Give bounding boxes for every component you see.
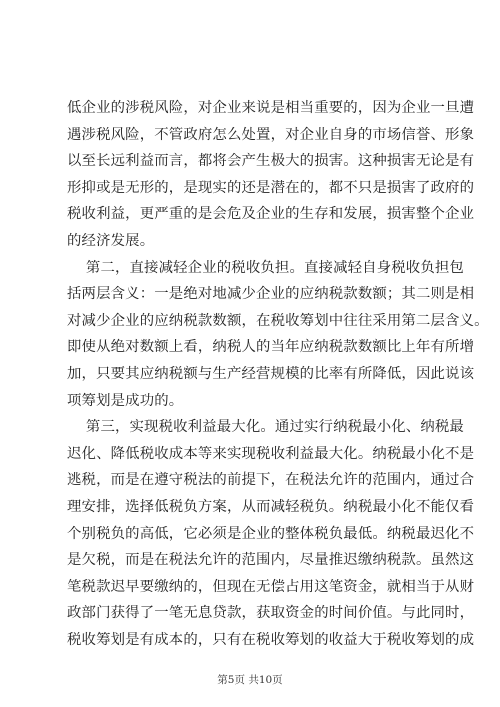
text-line: 是欠税，而是在税法允许的范围内，尽量推迟缴纳税款。虽然这 [67, 552, 475, 569]
text-line: 即使从绝对数额上看，纳税人的当年应纳税款数额比上年有所增 [67, 339, 475, 356]
text-line: 税收利益，更严重的是会危及企业的生存和发展，损害整个企业 [67, 206, 475, 223]
page-number-label: 第5页 共10页 [217, 674, 283, 686]
text-line: 第三，实现税收利益最大化。通过实行纳税最小化、纳税最 [67, 419, 464, 436]
text-line: 加，只要其应纳税额与生产经营规模的比率有所降低，因此说该 [67, 365, 475, 382]
text-line: 理安排，选择低税负方案，从而减轻税负。纳税最小化不能仅看 [67, 498, 475, 515]
text-line: 逃税，而是在遵守税法的前提下，在税法允许的范围内，通过合 [67, 472, 475, 489]
text-line: 的经济发展。 [67, 232, 155, 249]
text-line: 形抑或是无形的，是现实的还是潜在的，都不只是损害了政府的 [67, 179, 475, 196]
text-line: 税收筹划是有成本的，只有在税收筹划的收益大于税收筹划的成 [67, 631, 475, 648]
text-line: 以至长远利益而言，都将会产生极大的损害。这种损害无论是有 [67, 153, 475, 170]
text-line: 笔税款迟早要缴纳的，但现在无偿占用这笔资金，就相当于从财 [67, 578, 475, 595]
text-line: 项筹划是成功的。 [67, 392, 184, 409]
text-line: 括两层含义：一是绝对地减少企业的应纳税款数额；其二则是相 [67, 286, 475, 303]
text-line: 对减少企业的应纳税款数额，在税收筹划中往往采用第二层含义。 [67, 312, 489, 329]
body-text [67, 95, 489, 653]
text-line: 低企业的涉税风险，对企业来说是相当重要的，因为企业一旦遭 [67, 100, 475, 116]
page-footer [0, 673, 500, 687]
text-line: 个别税负的高低，它必须是企业的整体税负最低。纳税最迟化不 [67, 525, 475, 542]
text-line: 遇涉税风险，不管政府怎么处置，对企业自身的市场信誉、形象 [67, 126, 475, 143]
text-line: 第二，直接减轻企业的税收负担。直接减轻自身税收负担包 [67, 259, 464, 276]
text-line: 政部门获得了一笔无息贷款，获取资金的时间价值。与此同时， [67, 605, 475, 622]
text-line: 迟化、降低税收成本等来实现税收利益最大化。纳税最小化不是 [67, 445, 475, 462]
